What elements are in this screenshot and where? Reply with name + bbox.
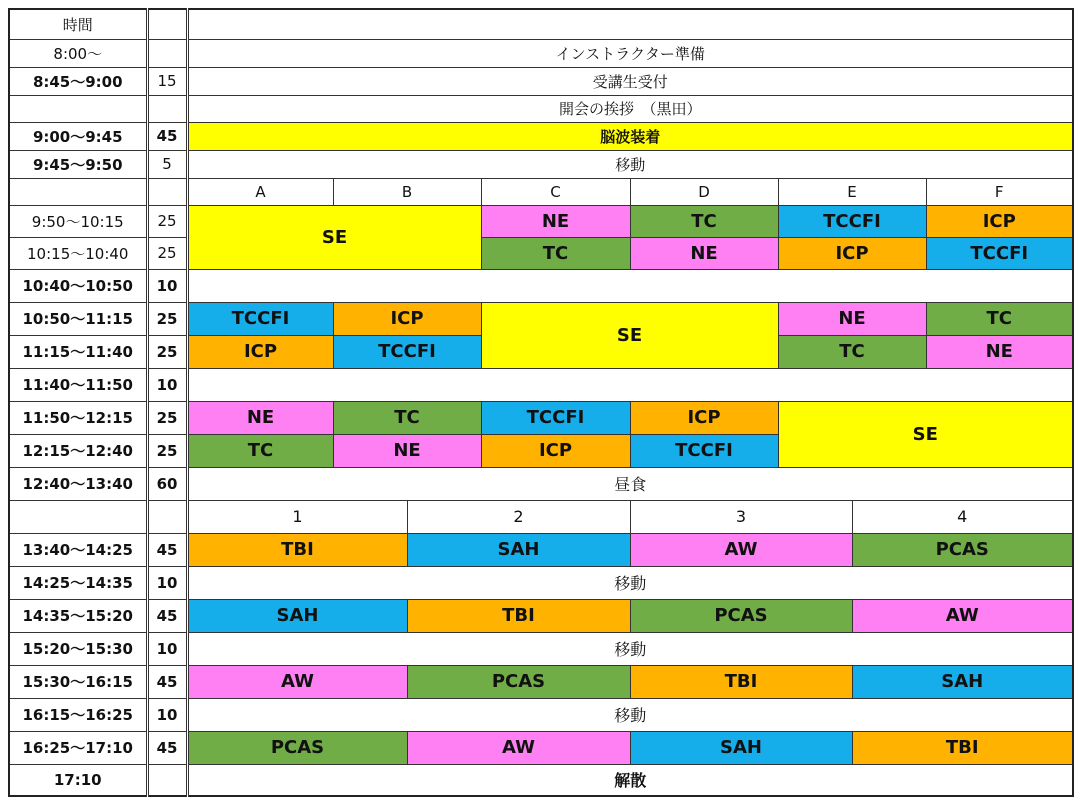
label-cell: C	[481, 178, 630, 205]
label-cell: 昼食	[187, 467, 1073, 500]
duration-cell: 10	[147, 566, 187, 599]
time-cell: 11:15～11:40	[9, 335, 147, 368]
duration-cell: 45	[147, 122, 187, 150]
schedule-row	[9, 599, 1073, 632]
duration-cell: 25	[147, 205, 187, 237]
schedule-row	[9, 665, 1073, 698]
schedule-row	[9, 269, 1073, 302]
time-cell: 8:45～9:00	[9, 67, 147, 95]
schedule-row	[9, 731, 1073, 764]
schedule-row	[9, 698, 1073, 731]
duration-cell: 25	[147, 401, 187, 434]
duration-cell: 45	[147, 533, 187, 566]
time-cell: 9:00～9:45	[9, 122, 147, 150]
duration-cell	[147, 95, 187, 122]
session-cell: ICP	[926, 205, 1073, 237]
session-cell: TC	[481, 237, 630, 269]
schedule-row	[9, 150, 1073, 178]
content-column-header	[187, 9, 1073, 39]
duration-cell	[147, 500, 187, 533]
session-cell: TCCFI	[778, 205, 926, 237]
session-cell: ICP	[333, 302, 481, 335]
time-cell: 11:50～12:15	[9, 401, 147, 434]
schedule-row	[9, 401, 1073, 434]
schedule-row	[9, 205, 1073, 237]
duration-cell: 10	[147, 368, 187, 401]
session-cell: SE	[778, 401, 1073, 467]
time-cell	[9, 178, 147, 205]
session-cell: TCCFI	[481, 401, 630, 434]
time-cell: 10:15～10:40	[9, 237, 147, 269]
time-cell: 12:40～13:40	[9, 467, 147, 500]
time-cell: 8:00～	[9, 39, 147, 67]
session-cell: SE	[187, 205, 481, 269]
session-cell: TBI	[407, 599, 630, 632]
duration-cell	[147, 178, 187, 205]
time-cell: 15:30～16:15	[9, 665, 147, 698]
label-cell: 開会の挨拶 （黒田）	[187, 95, 1073, 122]
schedule-row	[9, 764, 1073, 796]
duration-cell: 25	[147, 335, 187, 368]
time-cell: 16:25～17:10	[9, 731, 147, 764]
schedule-row	[9, 632, 1073, 665]
time-cell	[9, 500, 147, 533]
session-cell: ICP	[630, 401, 778, 434]
time-cell: 9:50～10:15	[9, 205, 147, 237]
duration-column-header	[147, 9, 187, 39]
label-cell: 移動	[187, 566, 1073, 599]
session-cell: AW	[187, 665, 407, 698]
session-cell: NE	[630, 237, 778, 269]
time-cell: 14:25～14:35	[9, 566, 147, 599]
session-cell: PCAS	[407, 665, 630, 698]
session-cell: TC	[630, 205, 778, 237]
label-cell: インストラクター準備	[187, 39, 1073, 67]
session-cell: PCAS	[630, 599, 852, 632]
session-cell: ICP	[778, 237, 926, 269]
schedule-row	[9, 67, 1073, 95]
label-cell: 移動	[187, 632, 1073, 665]
label-cell: E	[778, 178, 926, 205]
schedule-row	[9, 178, 1073, 205]
label-cell: 2	[407, 500, 630, 533]
duration-cell: 25	[147, 302, 187, 335]
time-cell: 12:15～12:40	[9, 434, 147, 467]
session-cell: SE	[481, 302, 778, 368]
schedule-row	[9, 467, 1073, 500]
time-cell: 16:15～16:25	[9, 698, 147, 731]
blank-cell	[187, 368, 1073, 401]
session-cell: TCCFI	[333, 335, 481, 368]
label-cell: F	[926, 178, 1073, 205]
label-cell: 解散	[187, 764, 1073, 796]
duration-cell: 25	[147, 434, 187, 467]
schedule-row	[9, 302, 1073, 335]
session-cell: SAH	[407, 533, 630, 566]
label-cell: 移動	[187, 150, 1073, 178]
duration-cell: 60	[147, 467, 187, 500]
session-cell: NE	[187, 401, 333, 434]
session-cell: TCCFI	[187, 302, 333, 335]
duration-cell	[147, 764, 187, 796]
session-cell: ICP	[481, 434, 630, 467]
time-cell	[9, 95, 147, 122]
session-cell: NE	[926, 335, 1073, 368]
label-cell: D	[630, 178, 778, 205]
label-cell: 4	[852, 500, 1073, 533]
session-cell: TBI	[852, 731, 1073, 764]
schedule-row	[9, 39, 1073, 67]
session-cell: TCCFI	[926, 237, 1073, 269]
session-cell: TC	[926, 302, 1073, 335]
schedule-row	[9, 237, 1073, 269]
duration-cell: 15	[147, 67, 187, 95]
session-cell: AW	[630, 533, 852, 566]
session-cell: NE	[778, 302, 926, 335]
schedule-row	[9, 95, 1073, 122]
schedule-row	[9, 533, 1073, 566]
label-cell: 1	[187, 500, 407, 533]
label-cell: 3	[630, 500, 852, 533]
duration-cell: 45	[147, 665, 187, 698]
duration-cell: 10	[147, 632, 187, 665]
duration-cell: 45	[147, 599, 187, 632]
schedule-row	[9, 500, 1073, 533]
session-cell: TBI	[630, 665, 852, 698]
session-cell: TBI	[187, 533, 407, 566]
duration-cell: 25	[147, 237, 187, 269]
duration-cell	[147, 39, 187, 67]
schedule-row	[9, 122, 1073, 150]
label-cell: 脳波装着	[187, 122, 1073, 150]
schedule-row	[9, 566, 1073, 599]
session-cell: TCCFI	[630, 434, 778, 467]
session-cell: NE	[481, 205, 630, 237]
schedule-table	[8, 8, 1074, 797]
time-cell: 13:40～14:25	[9, 533, 147, 566]
time-cell: 15:20～15:30	[9, 632, 147, 665]
session-cell: AW	[407, 731, 630, 764]
time-cell: 10:40～10:50	[9, 269, 147, 302]
schedule-row	[9, 368, 1073, 401]
blank-cell	[187, 269, 1073, 302]
label-cell: B	[333, 178, 481, 205]
session-cell: PCAS	[852, 533, 1073, 566]
label-cell: 受講生受付	[187, 67, 1073, 95]
header-row	[9, 9, 1073, 39]
time-cell: 17:10	[9, 764, 147, 796]
time-cell: 9:45～9:50	[9, 150, 147, 178]
label-cell: 移動	[187, 698, 1073, 731]
session-cell: TC	[778, 335, 926, 368]
duration-cell: 45	[147, 731, 187, 764]
time-cell: 10:50～11:15	[9, 302, 147, 335]
duration-cell: 10	[147, 269, 187, 302]
time-column-header: 時間	[9, 9, 147, 39]
session-cell: PCAS	[187, 731, 407, 764]
session-cell: TC	[187, 434, 333, 467]
session-cell: ICP	[187, 335, 333, 368]
session-cell: SAH	[187, 599, 407, 632]
label-cell: A	[187, 178, 333, 205]
session-cell: SAH	[630, 731, 852, 764]
time-cell: 14:35～15:20	[9, 599, 147, 632]
duration-cell: 5	[147, 150, 187, 178]
duration-cell: 10	[147, 698, 187, 731]
session-cell: NE	[333, 434, 481, 467]
time-cell: 11:40～11:50	[9, 368, 147, 401]
session-cell: SAH	[852, 665, 1073, 698]
session-cell: TC	[333, 401, 481, 434]
session-cell: AW	[852, 599, 1073, 632]
